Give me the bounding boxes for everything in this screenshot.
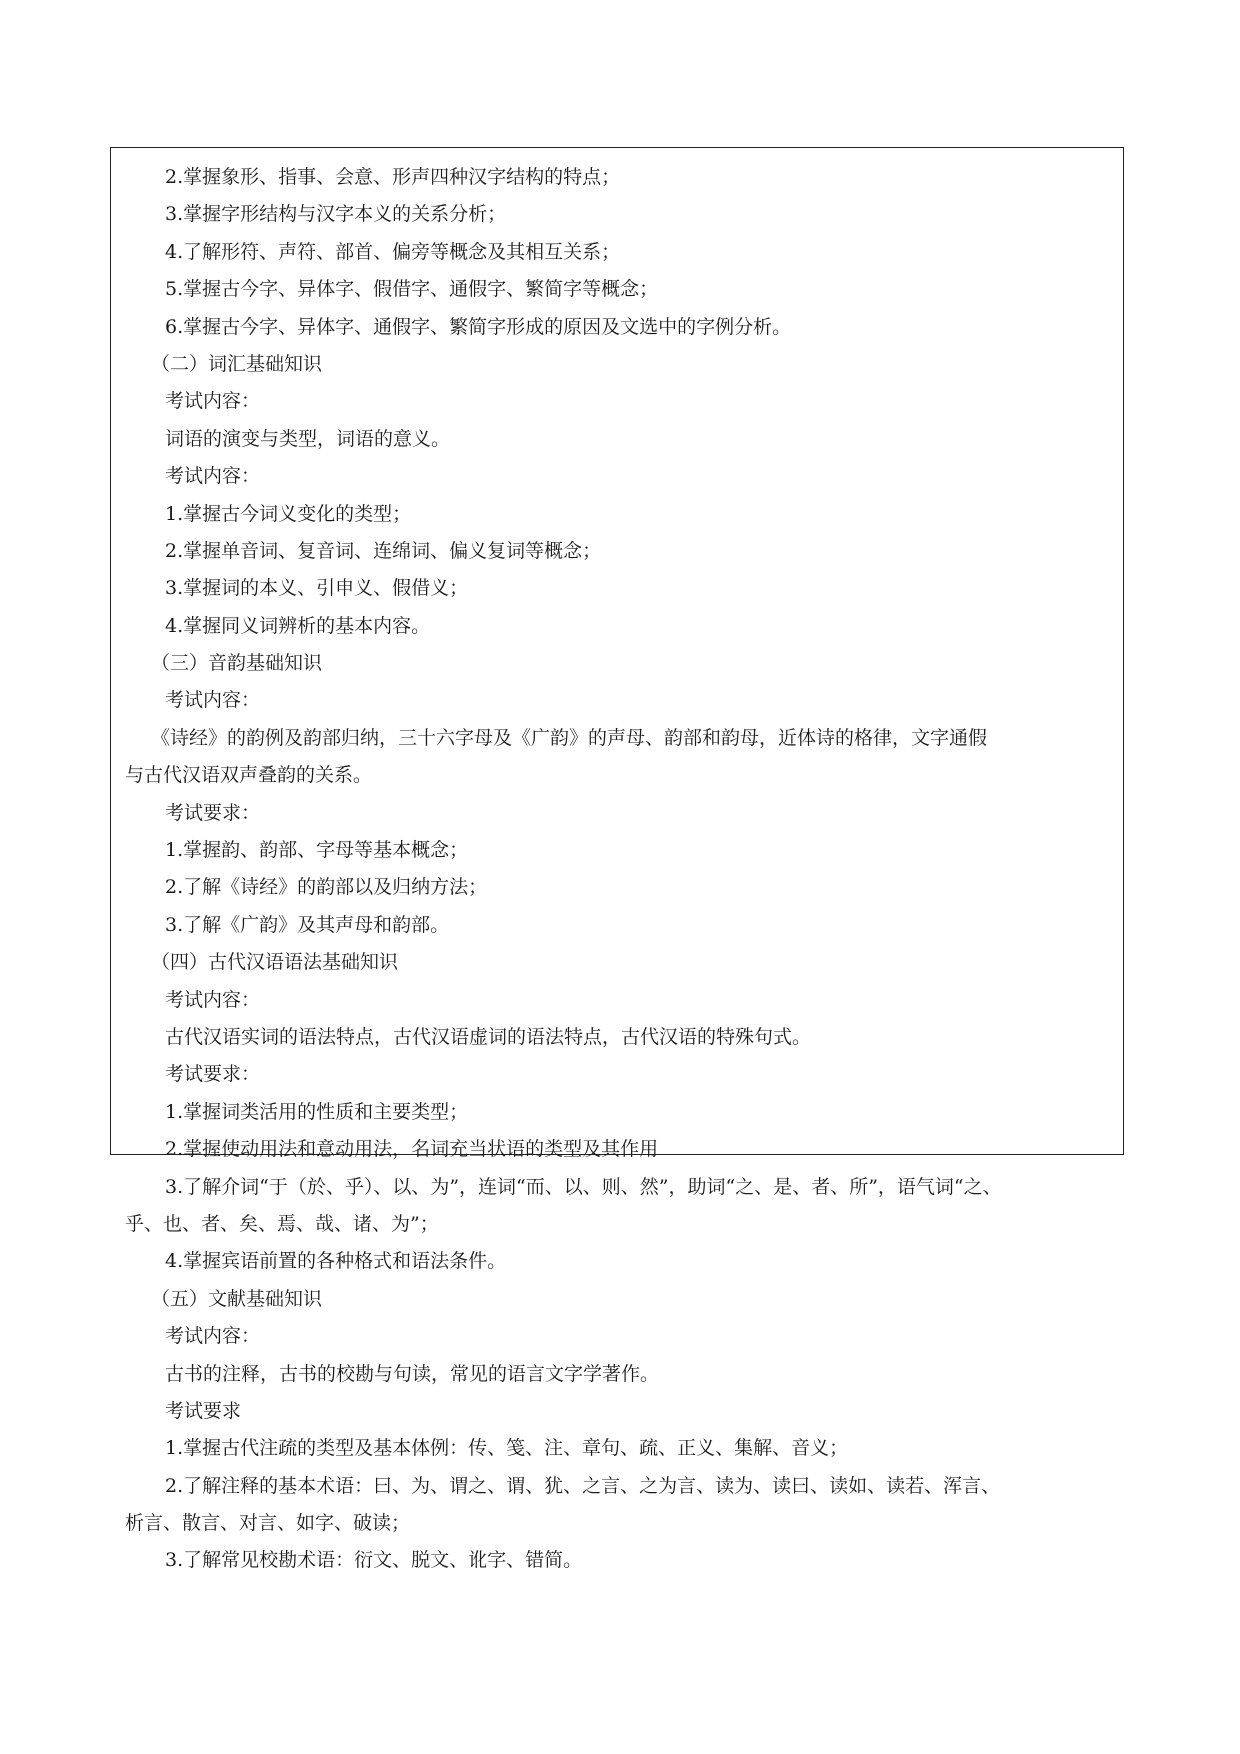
text-line: 1.掌握韵、韵部、字母等基本概念；: [165, 839, 469, 862]
text-line: 考试内容：: [165, 465, 261, 488]
text-line: 2.掌握单音词、复音词、连绵词、偏义复词等概念；: [165, 539, 602, 562]
text-line: 2.掌握使动用法和意动用法，名词充当状语的类型及其作用: [165, 1138, 659, 1161]
text-line: 2.了解《诗经》的韵部以及归纳方法；: [165, 876, 488, 899]
text-line: 析言、散言、对言、如字、破读；: [125, 1512, 411, 1535]
text-line: （四）古代汉语语法基础知识: [151, 951, 399, 974]
text-line: 4.了解形符、声符、部首、偏旁等概念及其相互关系；: [165, 240, 621, 263]
text-line: 5.掌握古今字、异体字、假借字、通假字、繁简字等概念；: [165, 278, 659, 301]
text-line: 古书的注释，古书的校勘与句读，常见的语言文字学著作。: [165, 1362, 660, 1385]
text-line: 词语的演变与类型，词语的意义。: [165, 427, 451, 450]
document-table-cell: [110, 147, 1124, 1572]
text-line: 考试内容：: [165, 390, 261, 413]
text-line: 1.掌握古代注疏的类型及基本体例：传、笺、注、章句、疏、正义、集解、音义；: [165, 1437, 849, 1460]
text-line: （二）词汇基础知识: [151, 352, 323, 375]
text-line: 3.了解《广韵》及其声母和韵部。: [165, 913, 450, 936]
text-line: 考试内容：: [165, 988, 261, 1011]
text-line: 乎、也、者、矣、焉、哉、诸、为”；: [125, 1212, 439, 1235]
text-line: 3.掌握字形结构与汉字本义的关系分析；: [165, 203, 507, 226]
text-line: 考试内容：: [165, 1325, 261, 1348]
text-line: 3.了解常见校勘术语：衍文、脱文、讹字、错简。: [165, 1549, 583, 1572]
text-line: 《诗经》的韵例及韵部归纳，三十六字母及《广韵》的声母、韵部和韵母，近体诗的格律，文字通假: [151, 726, 988, 749]
document-body: [111, 159, 1123, 1580]
text-line: 与古代汉语双声叠韵的关系。: [125, 764, 373, 787]
text-line: 考试要求：: [165, 801, 261, 824]
text-line: 1.掌握古今词义变化的类型；: [165, 502, 412, 525]
text-line: 4.掌握宾语前置的各种格式和语法条件。: [165, 1250, 507, 1273]
text-line: 2.掌握象形、指事、会意、形声四种汉字结构的特点；: [165, 166, 621, 188]
text-line: 考试要求: [165, 1399, 242, 1422]
text-line: 2.了解注释的基本术语：曰、为、谓之、谓、犹、之言、之为言、读为、读曰、读如、读若、浑言、: [165, 1474, 1001, 1497]
text-line: 考试要求：: [165, 1063, 261, 1086]
text-line: 考试内容：: [165, 689, 261, 712]
text-line: 3.了解介词“于（於、乎）、以、为”，连词“而、以、则、然”，助词“之、是、者、所”，语气词“之、: [165, 1175, 1002, 1198]
text-line: 古代汉语实词的语法特点，古代汉语虚词的语法特点，古代汉语的特殊句式。: [165, 1025, 812, 1048]
text-line: （三）音韵基础知识: [151, 652, 323, 675]
text-line: 4.掌握同义词辨析的基本内容。: [165, 614, 431, 637]
text-line: （五）文献基础知识: [151, 1287, 323, 1310]
text-line: 1.掌握词类活用的性质和主要类型；: [165, 1100, 469, 1123]
text-line: 6.掌握古今字、异体字、通假字、繁简字形成的原因及文选中的字例分析。: [165, 315, 792, 338]
text-line: 3.掌握词的本义、引申义、假借义；: [165, 577, 469, 600]
